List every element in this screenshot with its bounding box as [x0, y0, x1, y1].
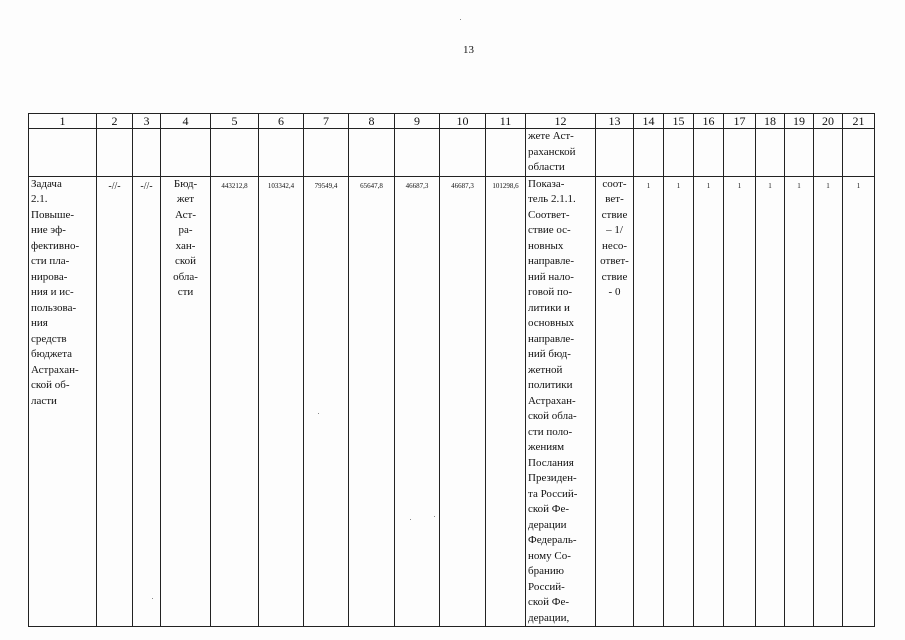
table-cell	[785, 129, 814, 177]
table-cell	[634, 129, 664, 177]
header-cell: 15	[664, 114, 694, 129]
header-cell: 21	[843, 114, 875, 129]
task-cell: Задача 2.1. Повыше- ние эф- фективно- сти пла- нирова- ния и ис- пользова- ния средств бюджета Астрахан- ской об- ласти	[29, 176, 97, 627]
value-cell: 1	[814, 176, 843, 627]
value-cell: 1	[634, 176, 664, 627]
table-cell	[440, 129, 486, 177]
indicator-continuation-cell: жете Аст- раханской области	[526, 129, 596, 177]
header-cell: 4	[161, 114, 211, 129]
continuation-row	[29, 129, 875, 177]
table-cell	[161, 129, 211, 177]
scan-speck	[318, 413, 319, 414]
table-cell	[596, 129, 634, 177]
amount-cell: 443212,8	[211, 176, 259, 627]
amount-cell: 79549,4	[304, 176, 349, 627]
header-cell: 12	[526, 114, 596, 129]
table-cell	[211, 129, 259, 177]
scan-speck	[410, 519, 411, 520]
table-cell	[486, 129, 526, 177]
table-cell	[814, 129, 843, 177]
table-cell	[694, 129, 724, 177]
amount-cell: 103342,4	[259, 176, 304, 627]
scan-speck	[152, 598, 153, 599]
value-cell: 1	[843, 176, 875, 627]
table-cell	[304, 129, 349, 177]
amount-cell: 65647,8	[349, 176, 395, 627]
value-cell: 1	[694, 176, 724, 627]
table-cell	[97, 129, 133, 177]
header-cell: 19	[785, 114, 814, 129]
budget-table	[28, 113, 875, 627]
header-cell: 3	[133, 114, 161, 129]
table-cell	[664, 129, 694, 177]
page-number: 13	[463, 44, 474, 56]
ditto-cell: -//-	[97, 176, 133, 627]
value-cell: 1	[664, 176, 694, 627]
header-cell: 18	[756, 114, 785, 129]
header-cell: 20	[814, 114, 843, 129]
value-cell: 1	[756, 176, 785, 627]
header-cell: 2	[97, 114, 133, 129]
header-cell: 6	[259, 114, 304, 129]
amount-cell: 46687,3	[395, 176, 440, 627]
header-cell: 11	[486, 114, 526, 129]
scan-speck	[434, 516, 435, 517]
header-cell: 17	[724, 114, 756, 129]
table-cell	[133, 129, 161, 177]
indicator-cell: Показа- тель 2.1.1. Соответ- ствие ос- новных направле- ний нало- говой по- литики и основных направле- ний бюд- жетной политики Астрахан- ской обла- сти поло- жениям Послания Президен- та Россий- ской Фе- дерации Федераль- ному Со- бранию Россий- ской Фе- дерации,	[526, 176, 596, 627]
table-cell	[395, 129, 440, 177]
header-cell: 5	[211, 114, 259, 129]
table-cell	[29, 129, 97, 177]
unit-cell: соот- вет- ствие – 1/ несо- ответ- ствие - 0	[596, 176, 634, 627]
table-cell	[843, 129, 875, 177]
header-cell: 10	[440, 114, 486, 129]
scan-speck	[460, 19, 461, 20]
header-cell: 1	[29, 114, 97, 129]
header-cell: 9	[395, 114, 440, 129]
amount-cell: 101298,6	[486, 176, 526, 627]
header-cell: 13	[596, 114, 634, 129]
header-cell: 14	[634, 114, 664, 129]
table-header-row	[29, 114, 875, 129]
table-row	[29, 176, 875, 627]
header-cell: 16	[694, 114, 724, 129]
table-cell	[259, 129, 304, 177]
table-cell	[349, 129, 395, 177]
header-cell: 8	[349, 114, 395, 129]
ditto-cell: -//-	[133, 176, 161, 627]
value-cell: 1	[785, 176, 814, 627]
value-cell: 1	[724, 176, 756, 627]
header-cell: 7	[304, 114, 349, 129]
funding-source-cell: Бюд- жет Аст- ра- хан- ской обла- сти	[161, 176, 211, 627]
table-cell	[724, 129, 756, 177]
amount-cell: 46687,3	[440, 176, 486, 627]
table-cell	[756, 129, 785, 177]
